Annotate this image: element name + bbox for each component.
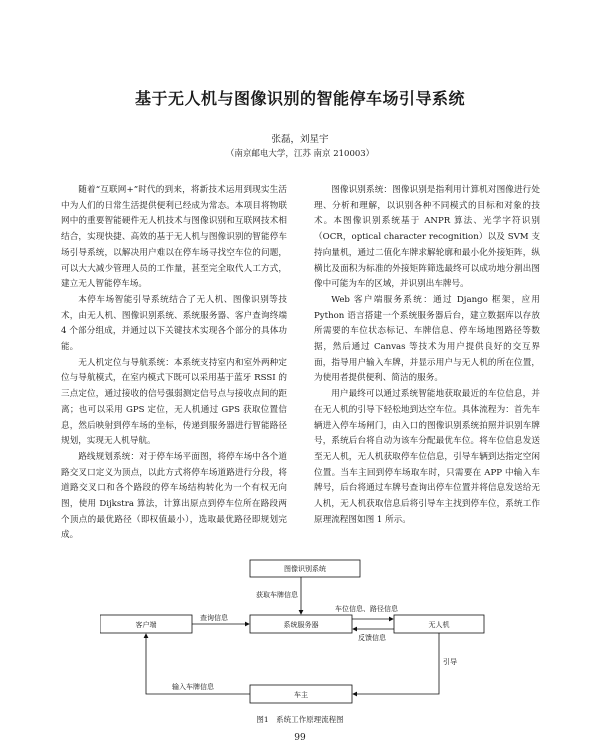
right-column xyxy=(314,183,540,528)
paragraph: 随着“互联网+”时代的到来，将新技术运用到现实生活中为人们的日常生活提供便利已经成为常态。本项目将物联网中的重要智能硬件无人机技术与图像识别和互联网技术相结合，实现快捷、高效的基于无人机与图像识别的智能停车场引导系统，以解决用户难以在停车场寻找空车位的问题，可以大大减少管理人员的工作量，甚至完全取代人工方式，建立无人智能停车场。 xyxy=(61,185,287,290)
edge-guide xyxy=(353,633,439,694)
flowchart-figure xyxy=(100,552,520,722)
edge-query-info-label: 查询信息 xyxy=(200,614,228,622)
paragraph: 本停车场智能引导系统结合了无人机、图像识别等技术，由无人机、图像识别系统、系统服务器、客户查询终端 4 个部分组成，并通过以下关键技术实现各个部分的具体功能。 xyxy=(61,294,287,353)
authors: 张磊，刘星宇 xyxy=(271,134,329,145)
paragraph: 用户最终可以通过系统智能地获取最近的车位信息，并在无人机的引导下轻松地到达空车位。具体流程为：首先车辆进入停车场闸门，由入口的图像识别系统拍照并识别车牌号，系统后台将自动为该车分配最优车位。将车位信息发送至无人机，无人机获取停车位信息，引导车辆到达指定空闲位置。当车主回到停车场取车时，只需要在 APP 中输入车牌号，后台将通过车牌号查询出停车位置并将信息发送给无人机，无人机获取信息后将引导车主找到停车位，系统工作原理流程图如图 1 所示。 xyxy=(314,389,540,525)
edge-guide-label: 引导 xyxy=(443,658,457,666)
paper-title: 基于无人机与图像识别的智能停车场引导系统 xyxy=(134,89,465,108)
flowchart-diagram xyxy=(100,552,520,722)
affiliation: （南京邮电大学，江苏 南京 210003） xyxy=(225,149,375,159)
edge-feedback-label: 反馈信息 xyxy=(358,634,386,642)
paragraph: Web 客户端服务系统：通过 Django 框架，应用 Python 语言搭建一个系统服务器后台，建立数据库以存放所需要的车位状态标记、车牌信息、停车场地图路径等数据，然后通过 Canvas 等技术为用户提供良好的交互界面，指导用户输入车牌，并显示用户与无人机的所在位置，为使用者提供便利、简洁的服务。 xyxy=(314,294,540,384)
paragraph: 图像识别系统：图像识别是指利用计算机对图像进行处理、分析和理解，以识别各种不同模式的目标和对象的技术。本图像识别系统基于 ANPR 算法、光学字符识别（OCR，optical character recognition）以及 SVM 支持向量机，通过二值化车牌求解轮廓和最小化外接矩阵，纵横比及面积为标准的外接矩阵筛选最终可以成功地分割出图像中可能为车的区域，并识别出车牌号。 xyxy=(314,185,540,290)
node-car-label: 车主 xyxy=(294,691,308,699)
node-drone-label: 无人机 xyxy=(428,621,450,629)
paragraph: 路线规划系统：对于停车场平面图，将停车场中各个道路交叉口定义为顶点，以此方式将停车场道路进行分段，将道路交叉口和各个路段的停车场结构转化为一个有权无向图，使用 Dijkstra 算法，计算出原点到停车位所在路段两个顶点的最优路径（即权值最小），选取最优路径即规划完成。 xyxy=(61,451,287,541)
page-number: 99 xyxy=(294,733,306,743)
node-image-recognition-label: 图像识别系统 xyxy=(284,565,326,573)
paragraph: 无人机定位与导航系统：本系统支持室内和室外两种定位与导航模式，在室内模式下既可以采用基于蓝牙 RSSI 的三点定位，通过接收的信号强弱测定信号点与接收点间的距离；也可以采用 GPS 定位，无人机通过 GPS 获取位置信息，然后映射到停车场的坐标，传递到服务器进行智能路径规划，实现无人机导航。 xyxy=(61,357,287,447)
node-client-label: 客户端 xyxy=(135,621,157,629)
figure-caption: 图1 系统工作原理流程图 xyxy=(256,715,344,724)
edge-input-plate-label: 输入车牌信息 xyxy=(172,683,214,691)
node-server-label: 系统服务器 xyxy=(283,621,319,629)
edge-spot-path-label: 车位信息、路径信息 xyxy=(335,605,398,613)
left-column xyxy=(61,183,287,544)
edge-plate-info-label: 获取车牌信息 xyxy=(256,591,298,599)
